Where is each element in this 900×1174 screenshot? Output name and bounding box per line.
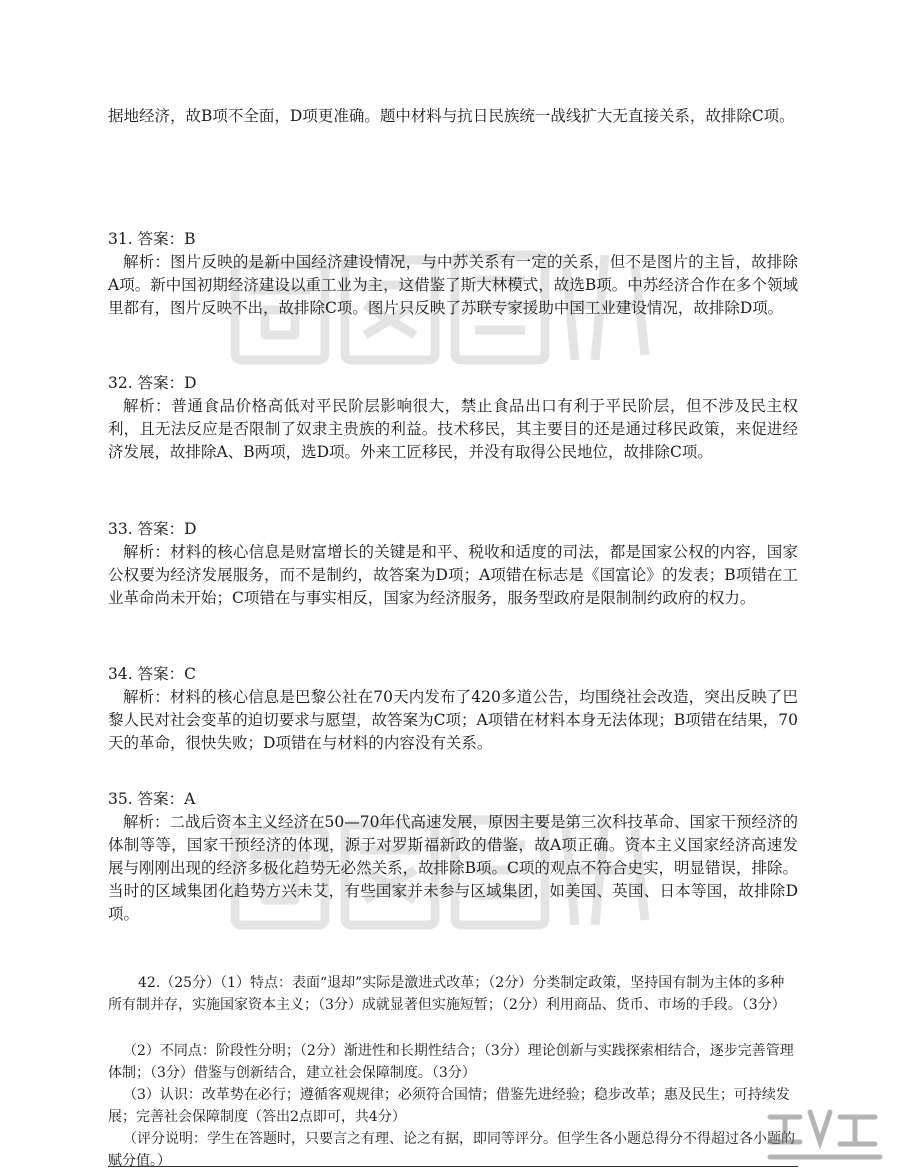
bottom-divider xyxy=(108,1166,798,1167)
q42-part1: 42.（25分）（1）特点：表面“退却”实际是激进式改革；（2分）分类制定政策，坚持国有制为主体的多种所有制并存，实施国家资本主义；（3分）成就显著但实施短暂；（2分）利用商品、货币、市场的手段。（3分） xyxy=(108,975,786,1013)
q42-part3: （3）认识：改革势在必行；遵循客观规律；必须符合国情；借鉴先进经验；稳步改革；惠及民生；可持续发展；完善社会保障制度（答出2点即可，共4分） xyxy=(108,1087,790,1125)
q32-analysis: 解析：普通食品价格高低对平民阶层影响很大，禁止食品出口有利于平民阶层，但不涉及民主权利，且无法反应是否限制了奴隶主贵族的利益。技术移民，其主要目的还是通过移民政策，来促进经济发展，故排除A、B两项，选D项。外来工匠移民，并没有取得公民地位，故排除C项。 xyxy=(108,397,798,461)
q42-part2: （2）不同点：阶段性分明；（2分）渐进性和长期性结合；（3分）理论创新与实践探索相结合，逐步完善管理体制；（3分）借鉴与创新结合，建立社会保障制度。（3分） xyxy=(108,1043,794,1081)
q31-answer: 31. 答案：B xyxy=(108,230,196,248)
q33-answer: 33. 答案：D xyxy=(108,520,197,538)
q35-analysis: 解析：二战后资本主义经济在50—70年代高速发展，原因主要是第三次科技革命、国家干预经济的体制等等，国家干预经济的体现，源于对罗斯福新政的借鉴，故A项正确。资本主义国家经济高速发展与刚刚出现的经济多极化趋势无必然关系，故排除B项。C项的观点不符合史实，明显错误，排除。当时的区域集团化趋势方兴未艾，有些国家并未参与区域集团，如美国、英国、日本等国，故排除D项。 xyxy=(108,813,798,923)
q42-scoring-note: （评分说明：学生在答题时，只要言之有理、论之有据，即同等评分。但学生各小题总得分不得超过各小题的赋分值。） xyxy=(108,1131,795,1169)
site-logo-icon xyxy=(760,1102,890,1172)
q34-answer: 34. 答案：C xyxy=(108,665,196,683)
q33-analysis: 解析：材料的核心信息是财富增长的关键是和平、税收和适度的司法，都是国家公权的内容，国家公权要为经济发展服务，而不是制约，故答案为D项；A项错在标志是《国富论》的发表；B项错在工业革命尚未开始；C项错在与事实相反，国家为经济服务，服务型政府是限制制约政府的权力。 xyxy=(108,543,798,607)
q32-answer: 32. 答案：D xyxy=(108,374,197,392)
intro-paragraph: 据地经济，故B项不全面，D项更准确。题中材料与抗日民族统一战线扩大无直接关系，故排除C项。 xyxy=(108,107,795,125)
q35-answer: 35. 答案：A xyxy=(108,790,196,808)
q31-analysis: 解析：图片反映的是新中国经济建设情况，与中苏关系有一定的关系，但不是图片的主旨，故排除A项。新中国初期经济建设以重工业为主，这借鉴了斯大林模式，故选B项。中苏经济合作在多个领域里都有，图片反映不出，故排除C项。图片只反映了苏联专家援助中国工业建设情况，故排除D项。 xyxy=(108,253,798,317)
q34-analysis: 解析：材料的核心信息是巴黎公社在70天内发布了420多道公告，均围绕社会改造，突出反映了巴黎人民对社会变革的迫切要求与愿望，故答案为C项；A项错在材料本身无法体现；B项错在结果，70天的革命，很快失败；D项错在与材料的内容没有关系。 xyxy=(108,688,798,752)
